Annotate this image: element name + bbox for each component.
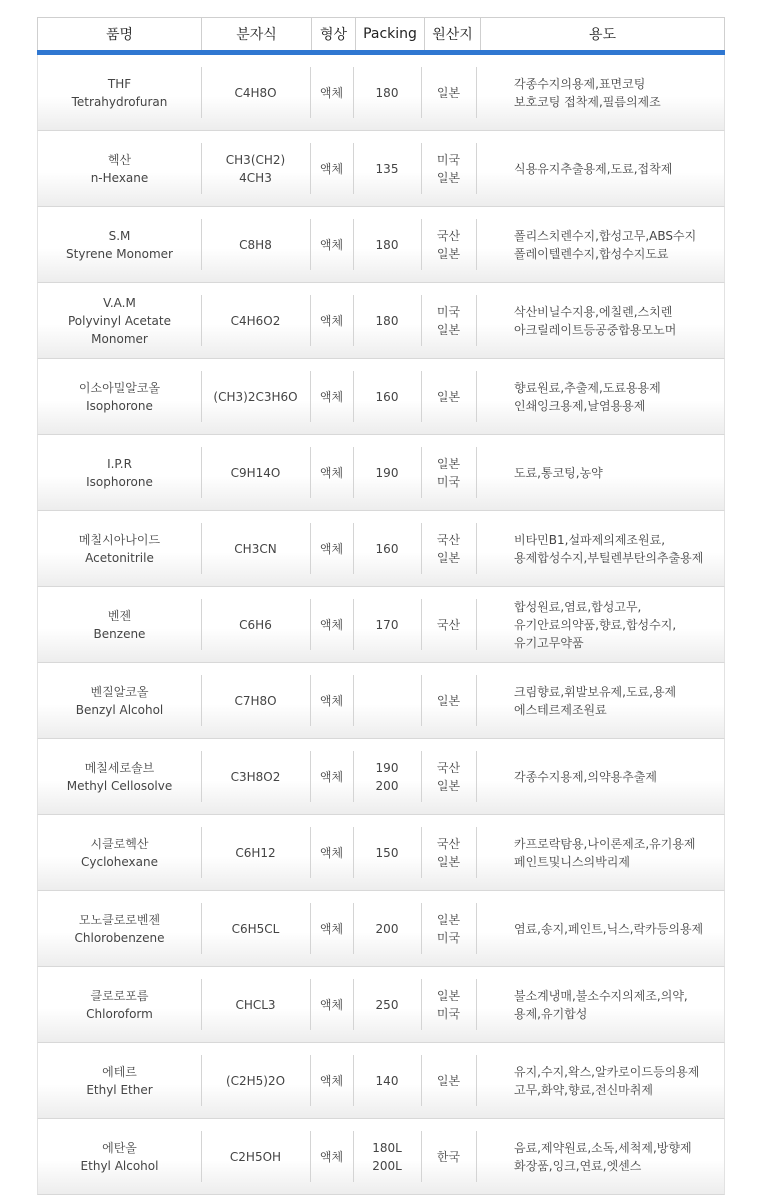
formula-cell-line: C6H5CL xyxy=(231,921,280,936)
packing-cell-line: 200L xyxy=(372,1158,402,1173)
chemical-product-table xyxy=(37,17,725,1195)
formula-cell xyxy=(201,435,310,510)
formula-cell xyxy=(201,967,310,1042)
shape-cell xyxy=(310,739,353,814)
shape-cell-text: 액체 xyxy=(319,161,344,176)
shape-cell xyxy=(310,663,353,738)
shape-cell-text: 액체 xyxy=(319,693,344,708)
formula-cell xyxy=(201,1119,310,1194)
use-cell-line: 크림향료,휘발보유제,도료,용제 xyxy=(514,684,677,699)
use-cell-line: 유지,수지,왁스,알카로이드등의용제 xyxy=(514,1064,700,1079)
product-name-cell-line: 벤젠 xyxy=(107,608,132,623)
use-cell-line: 용제합성수지,부틸렌부탄의추출용제 xyxy=(514,550,704,565)
product-name-cell-line: Isophorone xyxy=(86,398,153,413)
use-cell xyxy=(476,55,724,130)
origin-cell-line: 미국 xyxy=(436,474,461,489)
formula-cell-line: C8H8 xyxy=(239,237,272,252)
packing-cell-line: 200 xyxy=(375,921,399,936)
header-product-name: 품명 xyxy=(105,27,134,43)
origin-cell-line: 일본 xyxy=(436,912,461,927)
table-body xyxy=(37,55,725,1195)
shape-cell xyxy=(310,131,353,206)
table-row xyxy=(37,1119,725,1195)
use-cell xyxy=(476,283,724,358)
product-name-cell-line: 모노클로로벤젠 xyxy=(78,912,161,927)
packing-cell xyxy=(353,131,421,206)
packing-cell xyxy=(353,967,421,1042)
formula-cell-line: CH3(CH2) xyxy=(225,152,286,167)
packing-cell-line: 200 xyxy=(375,778,399,793)
use-cell-line: 불소계냉매,불소수지의제조,의약, xyxy=(514,988,688,1003)
formula-cell-line: C3H8O2 xyxy=(230,769,281,784)
use-cell-line: 각종수지용제,의약용추출제 xyxy=(514,769,657,784)
product-name-cell-line: 에탄올 xyxy=(102,1140,137,1155)
formula-cell-line: C4H6O2 xyxy=(230,313,281,328)
table-row xyxy=(37,891,725,967)
origin-cell xyxy=(421,283,476,358)
origin-cell xyxy=(421,359,476,434)
use-cell-line: 향료원료,추출제,도료용용제 xyxy=(514,380,661,395)
use-cell xyxy=(476,359,724,434)
origin-cell xyxy=(421,511,476,586)
use-cell-line: 에스테르제조원료 xyxy=(514,702,607,717)
formula-cell xyxy=(201,55,310,130)
packing-cell-line: 135 xyxy=(375,161,399,176)
shape-cell-text: 액체 xyxy=(319,541,344,556)
use-cell xyxy=(476,1043,724,1118)
product-name-cell-line: 메칠시아나이드 xyxy=(78,532,161,547)
shape-cell-text: 액체 xyxy=(319,617,344,632)
origin-cell xyxy=(421,1119,476,1194)
shape-cell xyxy=(310,359,353,434)
use-cell xyxy=(476,511,724,586)
use-cell xyxy=(476,663,724,738)
product-name-cell-line: Cyclohexane xyxy=(81,854,158,869)
use-cell xyxy=(476,207,724,282)
product-name-cell-line: Ethyl Ether xyxy=(86,1082,153,1097)
origin-cell-line: 일본 xyxy=(436,322,461,337)
shape-cell-text: 액체 xyxy=(319,85,344,100)
product-name-cell-line: V.A.M xyxy=(103,295,136,310)
formula-cell xyxy=(201,359,310,434)
origin-cell xyxy=(421,663,476,738)
use-cell-line: 비타민B1,설파제의제조원료, xyxy=(514,532,666,547)
use-cell xyxy=(476,739,724,814)
packing-cell-line: 250 xyxy=(375,997,399,1012)
formula-cell-line: C9H14O xyxy=(230,465,281,480)
formula-cell xyxy=(201,663,310,738)
product-name-cell xyxy=(38,891,201,966)
origin-cell-line: 일본 xyxy=(436,456,461,471)
product-name-cell-line: Chloroform xyxy=(86,1006,153,1021)
packing-cell xyxy=(353,359,421,434)
product-name-cell-line: 벤질알코올 xyxy=(90,684,149,699)
origin-cell-line: 미국 xyxy=(436,1006,461,1021)
origin-cell xyxy=(421,55,476,130)
formula-cell xyxy=(201,739,310,814)
shape-cell xyxy=(310,967,353,1042)
use-cell-line: 고무,화약,향료,전신마취제 xyxy=(514,1082,653,1097)
use-cell xyxy=(476,435,724,510)
packing-cell xyxy=(353,511,421,586)
packing-cell-line: 160 xyxy=(375,541,399,556)
table-row xyxy=(37,435,725,511)
use-cell xyxy=(476,131,724,206)
use-cell xyxy=(476,891,724,966)
use-cell xyxy=(476,967,724,1042)
table-header xyxy=(37,17,725,50)
formula-cell-line: CHCL3 xyxy=(235,997,276,1012)
product-name-cell-line: Benzyl Alcohol xyxy=(75,702,164,717)
product-name-cell-line: Chlorobenzene xyxy=(74,930,165,945)
shape-cell-text: 액체 xyxy=(319,465,344,480)
use-cell-line: 염료,송지,페인트,닉스,락카등의용제 xyxy=(514,921,704,936)
product-name-cell xyxy=(38,587,201,662)
product-name-cell-line: 헥산 xyxy=(107,152,132,167)
packing-cell xyxy=(353,587,421,662)
product-name-cell-line: 이소아밀알코올 xyxy=(78,380,161,395)
product-name-cell xyxy=(38,55,201,130)
product-name-cell-line: S.M xyxy=(108,228,131,243)
product-name-cell xyxy=(38,359,201,434)
product-name-cell-line: THF xyxy=(107,76,132,91)
formula-cell-line: C4H8O xyxy=(234,85,277,100)
product-name-cell xyxy=(38,1119,201,1194)
table-row xyxy=(37,815,725,891)
product-name-cell-line: Methyl Cellosolve xyxy=(66,778,173,793)
header-packing: Packing xyxy=(355,18,424,50)
formula-cell-line: C6H6 xyxy=(239,617,272,632)
product-name-cell-line: 메칠세로솔브 xyxy=(84,760,155,775)
origin-cell-line: 일본 xyxy=(436,778,461,793)
table-row xyxy=(37,359,725,435)
shape-cell-text: 액체 xyxy=(319,845,344,860)
origin-cell-line: 일본 xyxy=(436,170,461,185)
table-row xyxy=(37,131,725,207)
use-cell-line: 유기안료의약품,향료,합성수지, xyxy=(514,617,677,632)
packing-cell-line: 180 xyxy=(375,237,399,252)
packing-cell-line: 150 xyxy=(375,845,399,860)
product-name-cell xyxy=(38,283,201,358)
product-name-cell-line: n-Hexane xyxy=(90,170,149,185)
origin-cell-line: 일본 xyxy=(436,85,461,100)
origin-cell-line: 일본 xyxy=(436,854,461,869)
origin-cell-line: 일본 xyxy=(436,389,461,404)
origin-cell xyxy=(421,891,476,966)
origin-cell-line: 국산 xyxy=(436,532,461,547)
shape-cell xyxy=(310,891,353,966)
use-cell-line: 폴리스치렌수지,합성고무,ABS수지 xyxy=(514,228,697,243)
product-name-cell xyxy=(38,207,201,282)
formula-cell-line: (C2H5)2O xyxy=(225,1073,286,1088)
use-cell-line: 음료,제약원료,소독,세척제,방향제 xyxy=(514,1140,692,1155)
product-name-cell xyxy=(38,663,201,738)
product-name-cell-line: Benzene xyxy=(93,626,146,641)
origin-cell xyxy=(421,587,476,662)
use-cell xyxy=(476,587,724,662)
formula-cell xyxy=(201,283,310,358)
packing-cell xyxy=(353,435,421,510)
product-name-cell xyxy=(38,815,201,890)
header-formula: 분자식 xyxy=(201,18,311,50)
product-name-cell xyxy=(38,511,201,586)
origin-cell-line: 미국 xyxy=(436,304,461,319)
packing-cell xyxy=(353,1043,421,1118)
use-cell-line: 보호코팅 접착제,필름의제조 xyxy=(514,94,661,109)
packing-cell xyxy=(353,739,421,814)
product-name-cell-line: Ethyl Alcohol xyxy=(80,1158,159,1173)
table-row xyxy=(37,587,725,663)
origin-cell-line: 미국 xyxy=(436,930,461,945)
shape-cell-text: 액체 xyxy=(319,921,344,936)
product-name-cell xyxy=(38,131,201,206)
origin-cell-line: 일본 xyxy=(436,693,461,708)
origin-cell xyxy=(421,739,476,814)
formula-cell xyxy=(201,131,310,206)
shape-cell xyxy=(310,435,353,510)
table-row xyxy=(37,511,725,587)
origin-cell xyxy=(421,435,476,510)
origin-cell-line: 일본 xyxy=(436,550,461,565)
use-cell-line: 삭산비닐수지용,에칠렌,스치렌 xyxy=(514,304,673,319)
packing-cell-line: 140 xyxy=(375,1073,399,1088)
product-name-cell-line: Monomer xyxy=(91,331,148,346)
product-name-cell-line: 시클로헥산 xyxy=(90,836,149,851)
shape-cell-text: 액체 xyxy=(319,1149,344,1164)
formula-cell-line: (CH3)2C3H6O xyxy=(213,389,298,404)
packing-cell-line: 180L xyxy=(372,1140,402,1155)
origin-cell-line: 국산 xyxy=(436,617,461,632)
table-row xyxy=(37,1043,725,1119)
table-row xyxy=(37,283,725,359)
use-cell-line: 아크릴레이트등공중합용모노머 xyxy=(514,322,677,337)
table-row xyxy=(37,663,725,739)
origin-cell-line: 미국 xyxy=(436,152,461,167)
origin-cell xyxy=(421,207,476,282)
packing-cell-line: 190 xyxy=(375,760,399,775)
packing-cell-line: 170 xyxy=(375,617,399,632)
packing-cell-line: 180 xyxy=(375,313,399,328)
header-shape: 형상 xyxy=(311,18,355,50)
use-cell-line: 폴레이텔렌수지,합성수지도료 xyxy=(514,246,669,261)
product-name-cell xyxy=(38,739,201,814)
shape-cell-text: 액체 xyxy=(319,237,344,252)
packing-cell xyxy=(353,207,421,282)
shape-cell-text: 액체 xyxy=(319,1073,344,1088)
origin-cell-line: 국산 xyxy=(436,836,461,851)
table-row xyxy=(37,207,725,283)
header-origin: 원산지 xyxy=(424,18,480,50)
product-name-cell-line: 클로로포름 xyxy=(90,988,149,1003)
use-cell-line: 식용유지추출용제,도료,접착제 xyxy=(514,161,673,176)
product-name-cell-line: I.P.R xyxy=(107,456,132,471)
origin-cell-line: 한국 xyxy=(436,1149,461,1164)
packing-cell xyxy=(353,663,421,738)
packing-cell xyxy=(353,815,421,890)
product-name-cell xyxy=(38,1043,201,1118)
use-cell-line: 화장품,잉크,연료,엣센스 xyxy=(514,1158,642,1173)
packing-cell xyxy=(353,891,421,966)
product-name-cell-line: Isophorone xyxy=(86,474,153,489)
product-name-cell-line: Polyvinyl Acetate xyxy=(67,313,171,328)
formula-cell xyxy=(201,207,310,282)
shape-cell xyxy=(310,1119,353,1194)
product-name-cell xyxy=(38,967,201,1042)
formula-cell xyxy=(201,891,310,966)
use-cell-line: 합성원료,염료,합성고무, xyxy=(514,599,642,614)
shape-cell-text: 액체 xyxy=(319,389,344,404)
origin-cell xyxy=(421,815,476,890)
origin-cell-line: 일본 xyxy=(436,1073,461,1088)
shape-cell xyxy=(310,511,353,586)
table-row xyxy=(37,739,725,815)
use-cell-line: 카프로락탐용,나이론제조,유기용제 xyxy=(514,836,696,851)
formula-cell xyxy=(201,511,310,586)
use-cell-line: 도료,통코팅,농약 xyxy=(514,465,603,480)
product-name-cell-line: 에테르 xyxy=(102,1064,137,1079)
shape-cell xyxy=(310,1043,353,1118)
shape-cell xyxy=(310,815,353,890)
shape-cell-text: 액체 xyxy=(319,769,344,784)
packing-cell xyxy=(353,55,421,130)
use-cell-line: 용제,유기합성 xyxy=(514,1006,588,1021)
formula-cell-line: C6H12 xyxy=(235,845,276,860)
formula-cell xyxy=(201,587,310,662)
use-cell xyxy=(476,1119,724,1194)
shape-cell-text: 액체 xyxy=(319,313,344,328)
header-use: 용도 xyxy=(480,18,724,50)
formula-cell-line: CH3CN xyxy=(234,541,277,556)
table-row xyxy=(37,967,725,1043)
use-cell-line: 인쇄잉크용제,날염용용제 xyxy=(514,398,646,413)
origin-cell xyxy=(421,131,476,206)
use-cell-line: 유기고무약품 xyxy=(514,635,584,650)
formula-cell xyxy=(201,1043,310,1118)
origin-cell-line: 국산 xyxy=(436,228,461,243)
packing-cell-line: 180 xyxy=(375,85,399,100)
origin-cell xyxy=(421,1043,476,1118)
packing-cell xyxy=(353,1119,421,1194)
formula-cell-line: C2H5OH xyxy=(229,1149,282,1164)
formula-cell xyxy=(201,815,310,890)
product-name-cell xyxy=(38,435,201,510)
shape-cell xyxy=(310,283,353,358)
product-name-cell-line: Styrene Monomer xyxy=(66,246,173,261)
origin-cell-line: 일본 xyxy=(436,988,461,1003)
packing-cell-line: 160 xyxy=(375,389,399,404)
shape-cell xyxy=(310,587,353,662)
origin-cell-line: 국산 xyxy=(436,760,461,775)
origin-cell-line: 일본 xyxy=(436,246,461,261)
shape-cell xyxy=(310,207,353,282)
formula-cell-line: C7H8O xyxy=(234,693,277,708)
shape-cell xyxy=(310,55,353,130)
packing-cell-line: 190 xyxy=(375,465,399,480)
product-name-cell-line: Tetrahydrofuran xyxy=(71,94,168,109)
formula-cell-line: 4CH3 xyxy=(239,170,272,185)
packing-cell xyxy=(353,283,421,358)
shape-cell-text: 액체 xyxy=(319,997,344,1012)
use-cell-line: 각종수지의용제,표면코팅 xyxy=(514,76,646,91)
use-cell xyxy=(476,815,724,890)
use-cell-line: 페인트및니스의박리제 xyxy=(514,854,630,869)
product-name-cell-line: Acetonitrile xyxy=(85,550,154,565)
origin-cell xyxy=(421,967,476,1042)
table-row xyxy=(37,55,725,131)
